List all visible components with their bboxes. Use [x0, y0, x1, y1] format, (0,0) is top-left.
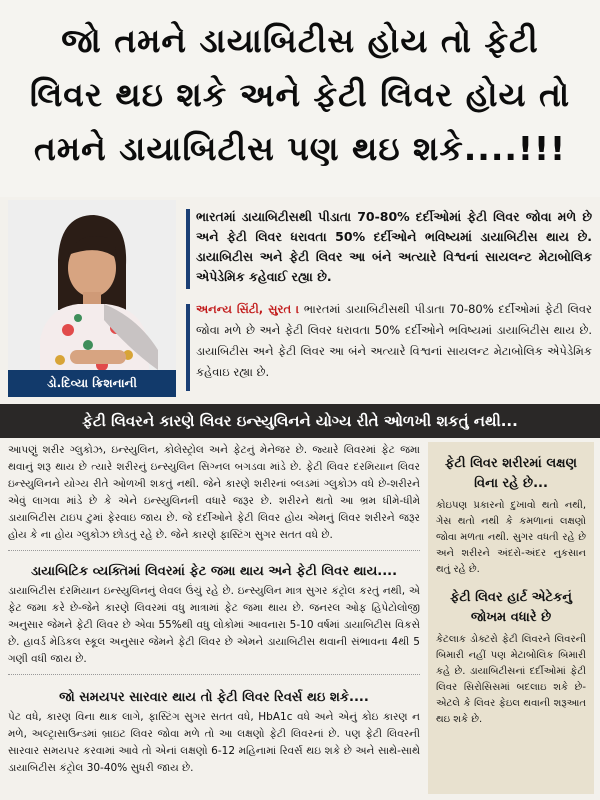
- photo-caption: ડો.દિવ્યા ક્રિશનાની: [8, 370, 176, 397]
- headline-line-1: જો તમને ડાયાબિટીસ હોય તો ફેટી: [61, 21, 539, 60]
- subheading-1: ડાયાબિટિક વ્યક્તિમાં લિવરમાં ફેટ જમા થાય અને ફેટી લિવર થાય....: [30, 564, 398, 579]
- sidebar-text-1: કોઇપણ પ્રકારનો દુખાવો થતો નથી, ગેસ થતો નથી કે કમળાનાં લક્ષણો જોવા મળતા નથી. સુગર વધતી રહે છે અને શરીરને અંદરો-અંદર નુકસાન થતું રહે છે.: [436, 500, 586, 575]
- byline: અનન્ય સિંટી, સુરત ।: [196, 302, 300, 316]
- author-photo: [8, 200, 176, 397]
- lead-text: ભારતમાં ડાયાબિટીસથી પીડાતા 70-80% દર્દીઓમાં ફેટી લિવર જોવા મળે છે અને ફેટી લિવર ધરાવતા 50% દર્દીઓને ભવિષ્યમાં ડાયાબિટીસ થાય છે. ડાયાબિટીસ અને ફેટી લિવર આ બંને અત્યારે વિશ્વનાં સાયલન્ટ મેટાબોલિક એપેડેમિક કહેવાઇ રહ્યા છે.: [196, 302, 592, 379]
- portrait-illustration: [8, 200, 176, 397]
- divider: [8, 550, 420, 551]
- intro-paragraph: ભારતમાં ડાયાબિટીસથી પીડાતા 70-80% દર્દીઓમાં ફેટી લિવર જોવા મળે છે અને ફેટી લિવર ધરાવતા 50% દર્દીઓને ભવિષ્યમાં ડાયાબિટીસ થાય છે. ડાયાબિટીસ અને ફેટી લિવર આ બંને અત્યારે વિશ્વનાં સાયલન્ટ મેટાબોલિક એપેડેમિક કહેવાઈ રહ્યા છે.: [196, 209, 592, 284]
- headline-line-3: તમને ડાયાબિટીસ પણ થઇ શકે....!!!: [33, 129, 567, 168]
- divider: [8, 674, 420, 675]
- body-paragraph-1: આપણું શરીર ગ્લુકોઝ, ઇન્સ્યુલિન, કોલેસ્ટ્રોલ અને ફેટનું મેનેજર છે. જ્યારે લિવરમાં ફેટ જમા થવાનું શરૂ થાય છે ત્યારે શરીરનું ઇન્સ્યુલિન સિગ્નલ બગડવા માંડે છે. ફેટી લિવર દરમિયાન લિવર ઇન્સ્યુલિનને યોગ્ય રીતે ઓળખી શકતું નથી. જેને કારણે શરીરનાં બ્લડમાં ગ્લુકોઝ વધે છે-શરીરને એવું લાગવા માંડે છે કે એને ઇન્સ્યુલિનની વધારે જરૂર છે. શરીરને થતો આ ભ્રમ ધીમે-ધીમે ડાયાબિટીસ ટાઇપ ટુમાં ફેરવાઇ જાય છે. જે દર્દીઓને ફેટી લિવર હોય એમનું લિવર શરીરને જરૂર હોય કે ના હોય ગ્લુકોઝ છોડતું રહે છે. જેને કારણે ફાસ્ટિંગ સુગર સતત વધે છે.: [8, 444, 420, 541]
- byline-accent-bar: [186, 304, 190, 391]
- byline-paragraph: [196, 299, 592, 383]
- body-paragraph-2: ડાયાબિટીસ દરમિયાન ઇન્સ્યુલિનનું લેવલ ઉંચું રહે છે. ઇન્સ્યુલિન માત્ર સુગર કંટ્રોલ કરતું નથી, એ ફેટ જમા કરે છે-જેને કારણે લિવરમાં વધુ માત્રામાં ફેટ જમા થાય છે. જનરલ ઓફ હિપેટોલોજી અનુસાર જેમને ફેટી લિવર છે એવા 55%થી વધુ લોકોમાં આવનારા 5-10 વર્ષમાં ડાયાબિટીસ વિકસે છે. હાવર્ડ મેડિકલ સ્કૂલ અનુસાર જેમને ફેટી લિવર છે એમને ડાયાબિટીસ થવાની સંભાવના 4થી 5 ગણી વધી જાય છે.: [8, 585, 420, 665]
- sidebar-title-1: ફેટી લિવર શરીરમાં લક્ષણ વિના રહે છે...: [445, 456, 577, 491]
- subheading-2: જો સમયપર સારવાર થાય તો ફેટી લિવર રિવર્સ થઇ શકે....: [59, 690, 369, 705]
- main-column: [8, 442, 420, 777]
- body-paragraph-3: પેટ વધે, કારણ વિના થાક લાગે, ફાસ્ટિંગ સુગર સતત વધે, HbA1c વધે અને એનું કોઇ કારણ ન મળે, અલ્ટ્રાસાઉન્ડમાં બ્રાઇટ લિવર જોવા મળે તો આ લક્ષણો ફેટી લિવરનાં છે. પણ ફેટી લિવરની સારવાર સમયપર કરવામાં આવે તો એનાં લક્ષણો 6-12 મહિનામાં રિવર્સ થઇ શકે છે અને સાથે-સાથે ડાયાબિટીસ કંટ્રોલ 30-40% સુધરી જાય છે.: [8, 711, 420, 774]
- sidebar-title-2: ફેટી લિવર હાર્ટ એટેકનું જોખમ વધારે છે: [450, 590, 572, 625]
- section-banner: ફેટી લિવરને કારણે લિવર ઇન્સ્યુલિનને યોગ્ય રીતે ઓળખી શકતું નથી...: [0, 404, 600, 438]
- intro-accent-bar: [186, 209, 190, 289]
- sidebar-text-2: કેટલાક ડોક્ટરો ફેટી લિવરને લિવરની બિમારી નહીં પણ મેટાબોલિક બિમારી કહે છે. ડાયાબિટીસનાં દર્દીઓમાં ફેટી લિવર સિરોસિસમાં બદલાઇ શકે છે-એટલે કે લિવર ફેઇલ થવાની શરૂઆત થઇ શકે છે.: [436, 634, 586, 725]
- headline-line-2: લિવર થઇ શકે અને ફેટી લિવર હોય તો: [29, 75, 571, 114]
- sidebar-box: [428, 442, 594, 794]
- headline: [0, 0, 600, 197]
